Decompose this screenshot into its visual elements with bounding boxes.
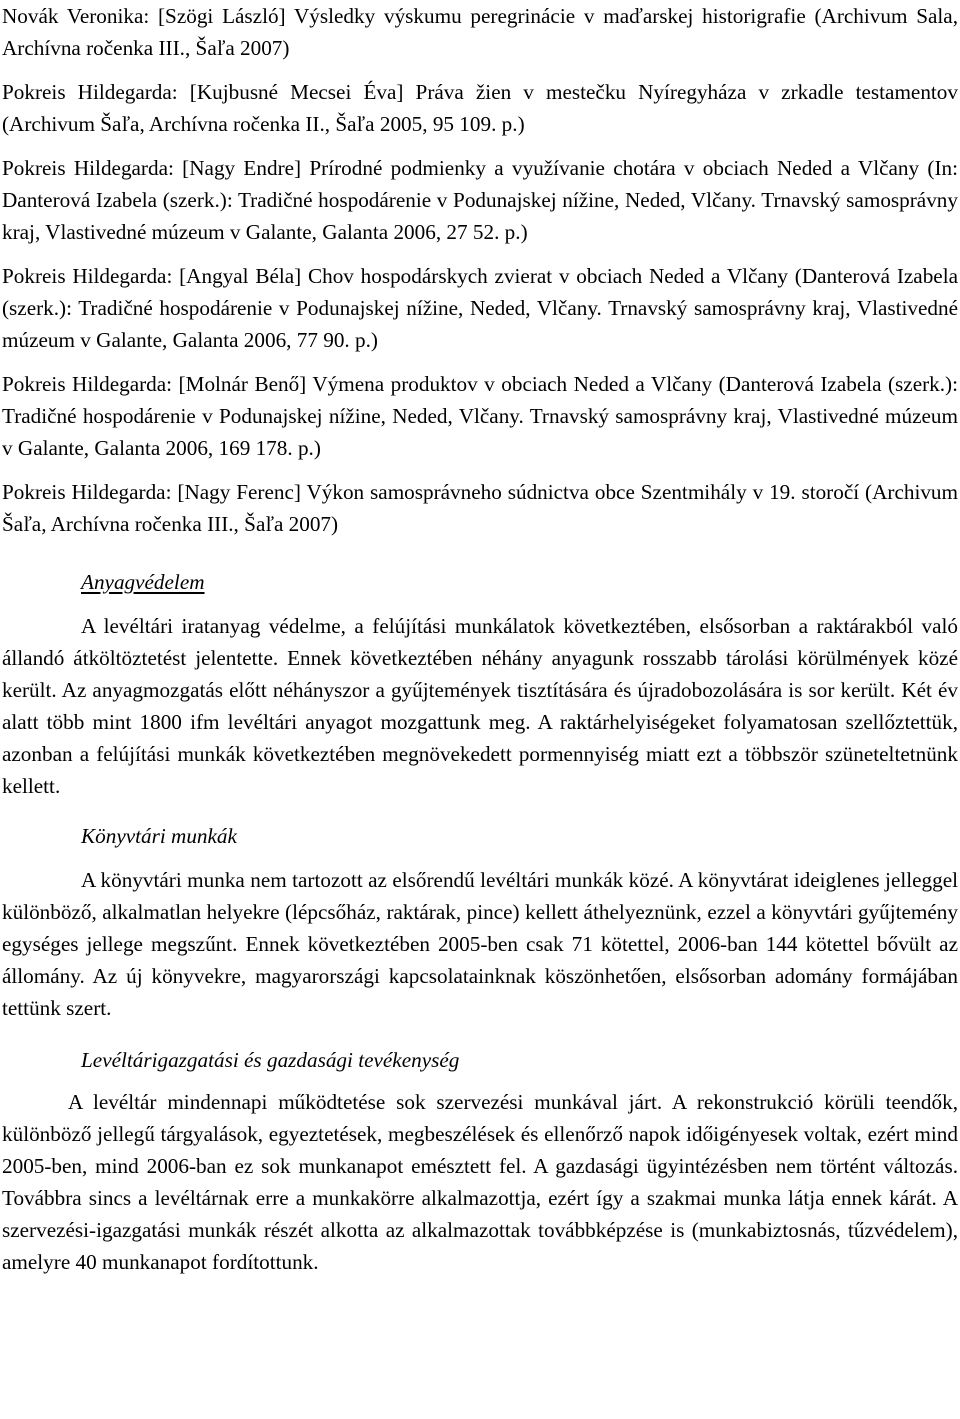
section-heading-leveltarigazgatasi: Levéltárigazgatási és gazdasági tevékenység xyxy=(81,1048,460,1072)
reference-entry: Pokreis Hildegarda: [Nagy Ferenc] Výkon samosprávneho súdnictva obce Szentmihály v 19. storočí (Archivum Šaľa, Archívna ročenka III., Šaľa 2007) xyxy=(2,480,958,536)
reference-entry: Pokreis Hildegarda: [Molnár Benő] Výmena produktov v obciach Neded a Vlčany (Danterová Izabela (szerk.): Tradičné hospodárenie v Podunajskej nížine, Neded, Vlčany. Trnavský samosprávny kraj, Vlastivedné múzeum v Galante, Galanta 2006, 169 178. p.) xyxy=(2,372,958,460)
section-heading-anyagvedelem: Anyagvédelem xyxy=(81,570,205,594)
reference-entry: Pokreis Hildegarda: [Angyal Béla] Chov hospodárskych zvierat v obciach Neded a Vlčany (Danterová Izabela (szerk.): Tradičné hospodárenie v Podunajskej nížine, Neded, Vlčany. Trnavský samosprávny kraj, Vlastivedné múzeum v Galante, Galanta 2006, 77 90. p.) xyxy=(2,264,958,352)
section-paragraph: A könyvtári munka nem tartozott az elsőrendű levéltári munkák közé. A könyvtárat ideiglenes jelleggel különböző, alkalmatlan helyekre (lépcsőház, raktárak, pince) kellett áthelyeznünk, ezzel a könyvtári gyűjtemény egységes jellege megszűnt. Ennek következtében 2005-ben csak 71 kötettel, 2006-ban 144 kötettel bővült az állomány. Az új könyvekre, magyarországi kapcsolatainknak köszönhetően, elsősorban adomány formájában tettünk szert. xyxy=(2,868,958,1020)
reference-entry: Novák Veronika: [Szögi László] Výsledky výskumu peregrinácie v maďarskej historigrafie (Archivum Sala, Archívna ročenka III., Šaľa 2007) xyxy=(2,4,958,60)
section-heading-konyvtari-munkak: Könyvtári munkák xyxy=(81,824,237,848)
reference-entry: Pokreis Hildegarda: [Kujbusné Mecsei Éva] Práva žien v mestečku Nyíregyháza v zrkadle testamentov (Archivum Šaľa, Archívna ročenka II., Šaľa 2005, 95 109. p.) xyxy=(2,80,958,136)
reference-entry: Pokreis Hildegarda: [Nagy Endre] Prírodné podmienky a využívanie chotára v obciach Neded a Vlčany (In: Danterová Izabela (szerk.): Tradičné hospodárenie v Podunajskej nížine, Neded, Vlčany. Trnavský samosprávny kraj, Vlastivedné múzeum v Galante, Galanta 2006, 27 52. p.) xyxy=(2,156,958,244)
section-paragraph: A levéltári iratanyag védelme, a felújítási munkálatok következtében, elsősorban a raktárakból való állandó átköltöztetést jelentette. Ennek következtében néhány anyagunk rosszabb tárolási körülmények közé került. Az anyagmozgatás előtt néhányszor a gyűjtemények tisztítására és újradobozolására is sor került. Két év alatt több mint 1800 ifm levéltári anyagot mozgattunk meg. A raktárhelyiségeket folyamatosan szellőztettük, azonban a felújítási munkák következtében megnövekedett pormennyiség miatt ezt a többször szüneteltetnünk kellett. xyxy=(2,614,958,798)
section-paragraph: A levéltár mindennapi működtetése sok szervezési munkával járt. A rekonstrukció körüli teendők, különböző jellegű tárgyalások, egyeztetések, megbeszélések és ellenőrző napok időigényesek voltak, ezért mind 2005-ben, mind 2006-ban ez sok munkanapot emésztett fel. A gazdasági ügyintézésben nem történt változás. Továbbra sincs a levéltárnak erre a munkakörre alkalmazottja, ezért így a szakmai munka látja ennek kárát. A szervezési-igazgatási munkák részét alkotta az alkalmazottak továbbképzése is (munkabiztosnás, tűzvédelem), amelyre 40 munkanapot fordítottunk. xyxy=(2,1090,958,1274)
